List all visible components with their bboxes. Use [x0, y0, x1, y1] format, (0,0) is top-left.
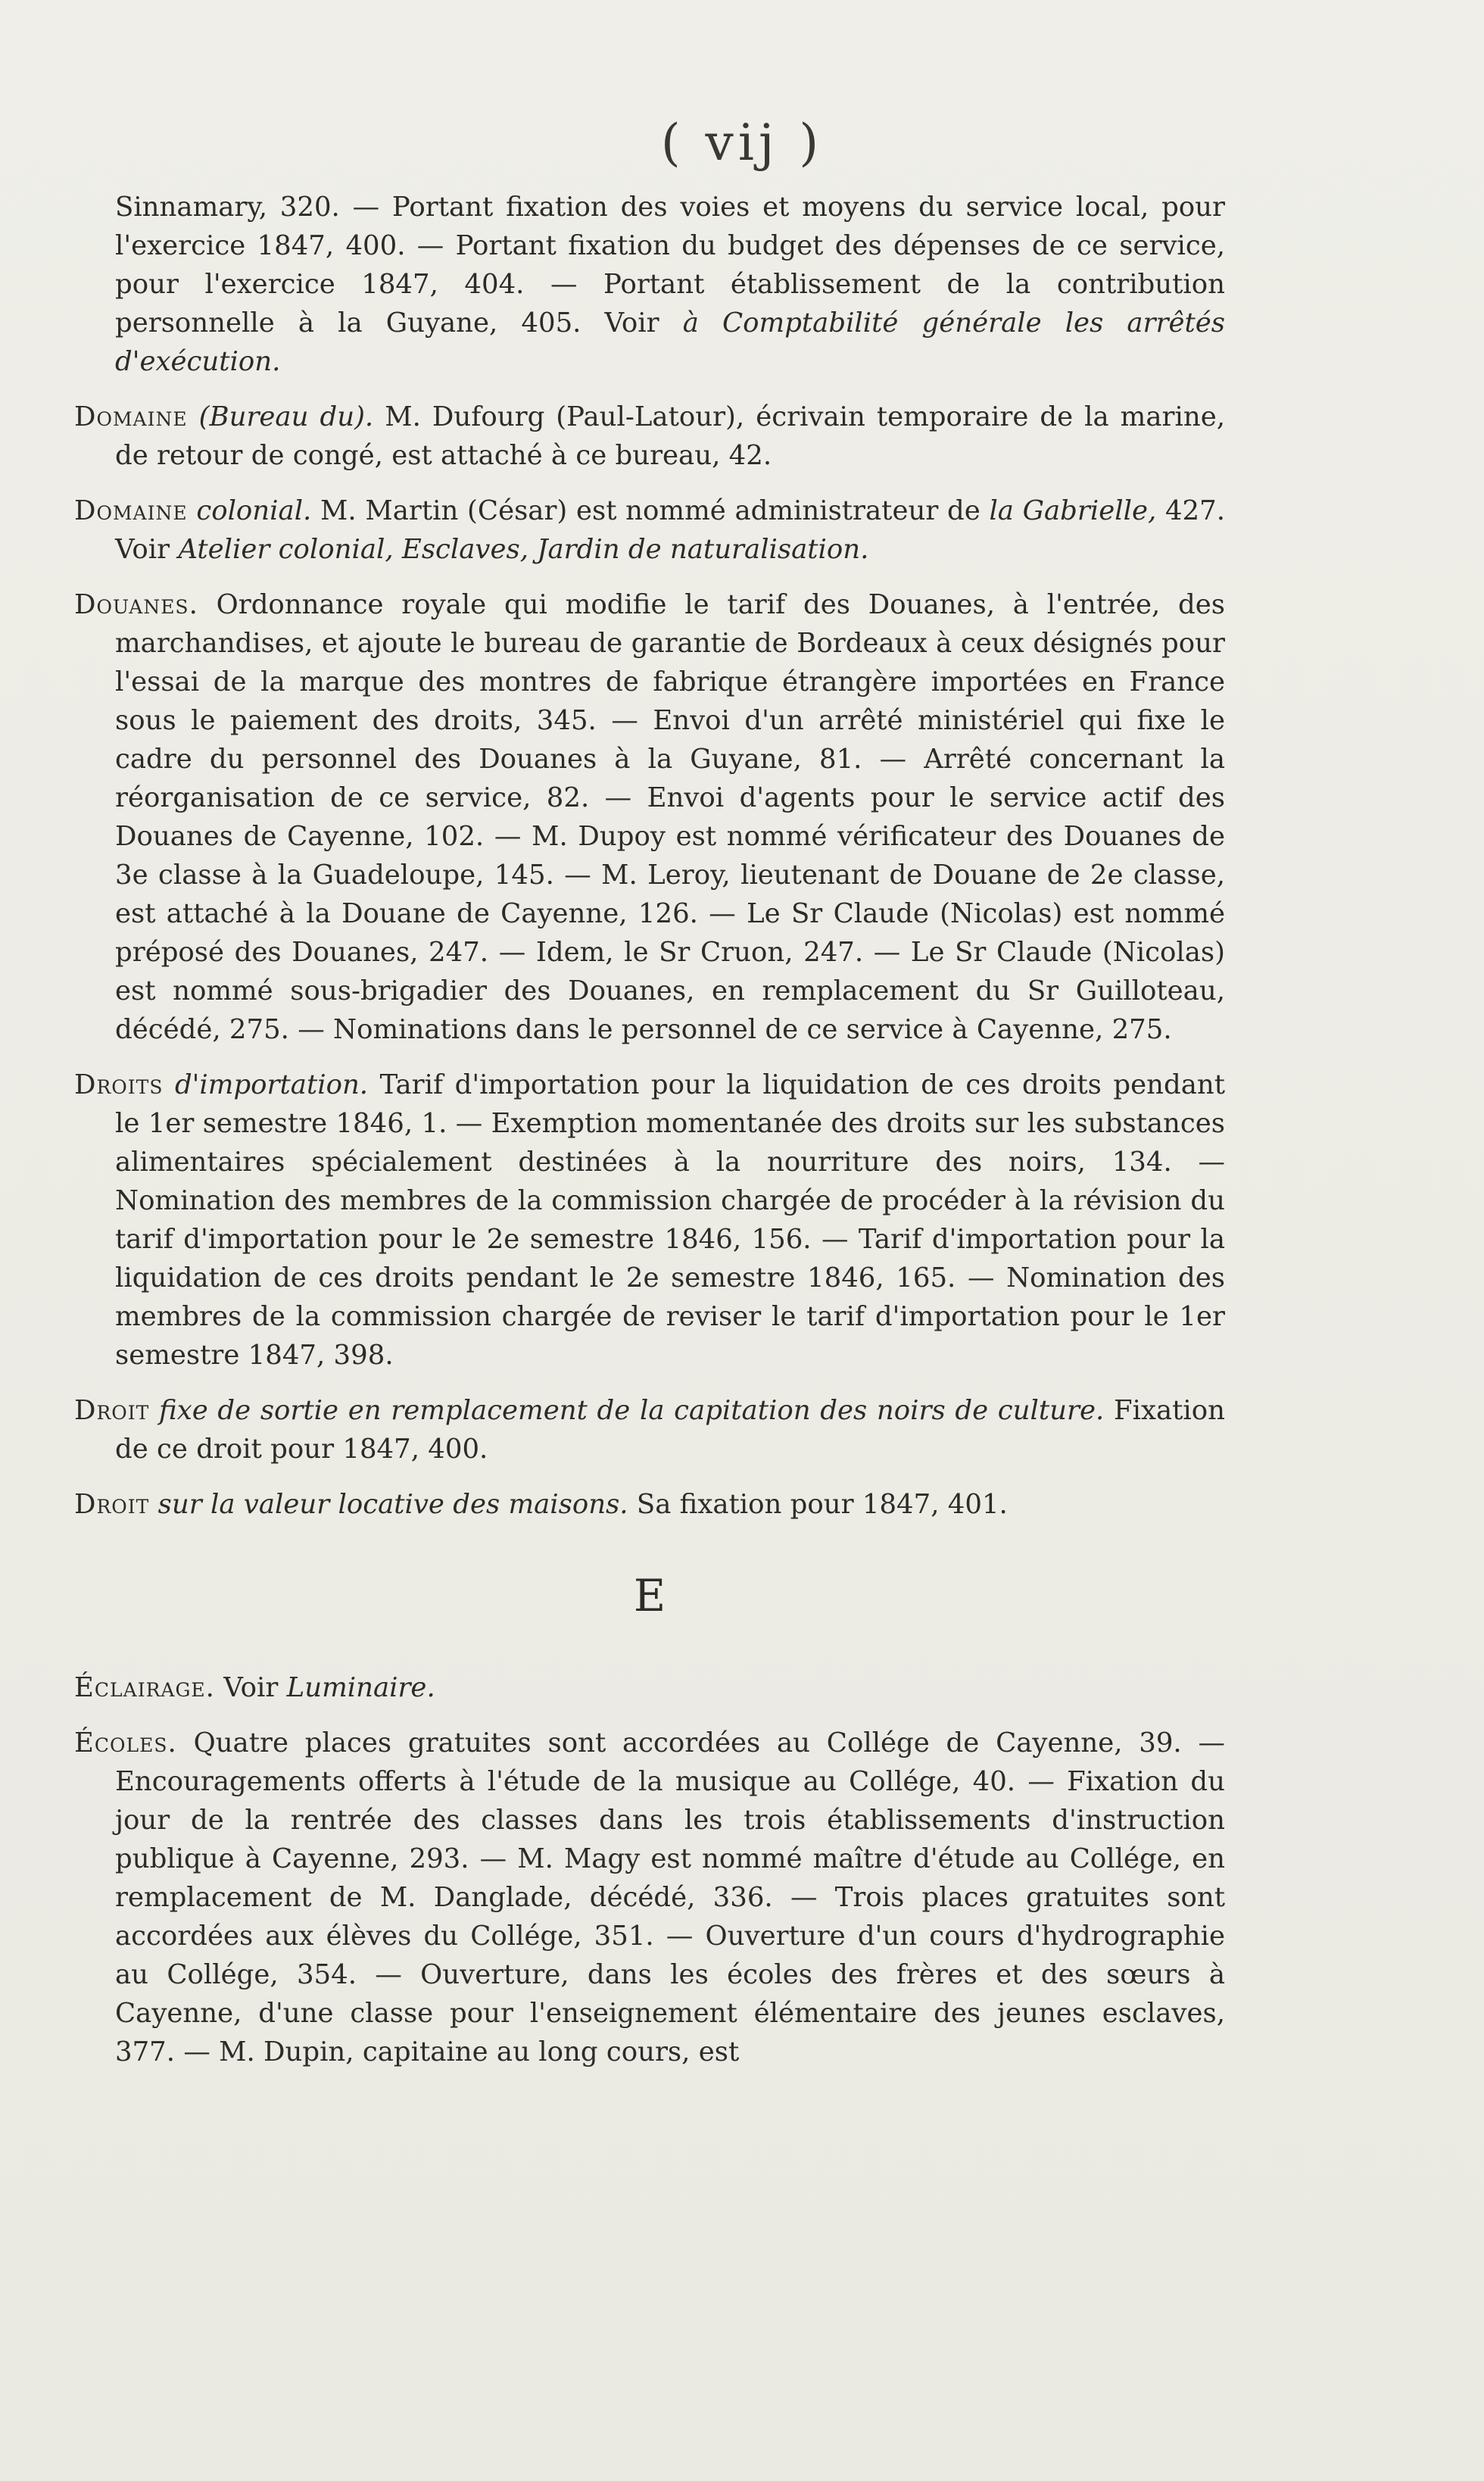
entry-italic: la Gabrielle,: [989, 495, 1157, 526]
entry-head-italic: (Bureau du).: [198, 401, 374, 432]
index-entry-continuation: [74, 188, 1225, 381]
entry-head: Droit: [74, 1489, 150, 1520]
index-entry-ecoles: [74, 1724, 1225, 2071]
page-number: ( vij ): [660, 114, 824, 172]
entry-head: Droit: [74, 1395, 150, 1426]
entry-italic: Luminaire.: [286, 1672, 435, 1703]
entry-italic: Atelier colonial, Esclaves, Jardin de naturalisation.: [178, 534, 869, 565]
index-entry-douanes: [74, 585, 1225, 1049]
index-entry-domaine-bureau: [74, 398, 1225, 475]
entry-head-italic: fixe de sortie en remplacement de la capitation des noirs de culture.: [159, 1395, 1105, 1426]
index-content: [74, 188, 1225, 2088]
index-entry-droit-sortie: [74, 1391, 1225, 1468]
index-entry-droit-valeur-locative: [74, 1485, 1225, 1524]
entry-text: M. Martin (César) est nommé administrateur de: [311, 495, 990, 526]
entry-text: Voir: [214, 1672, 287, 1703]
index-entry-eclairage: [74, 1668, 1225, 1707]
index-entry-domaine-colonial: [74, 492, 1225, 569]
entry-head-italic: d'importation.: [174, 1069, 369, 1100]
entry-head: Domaine: [74, 495, 188, 526]
entry-text: Tarif d'importation pour la liquidation de ces droits pendant le 1er semestre 1846, 1. — Exemption momentanée des droits sur les substances alimentaires spécialement destinées à la nourriture des noirs, 134. — Nomination des membres de la commission chargée de procéder à la révision du tarif d'importation pour le 2e semestre 1846, 156. — Tarif d'importation pour la liquidation de ces droits pendant le 2e semestre 1846, 165. — Nomination des membres de la commission chargée de reviser le tarif d'importation pour le 1er semestre 1847, 398.: [115, 1069, 1225, 1371]
entry-text: Ordonnance royale qui modifie le tarif des Douanes, à l'entrée, des marchandises, et ajoute le bureau de garantie de Bordeaux à ceux désignés pour l'essai de la marque des montres de fabrique étrangère importées en France sous le paiement des droits, 345. — Envoi d'un arrêté ministériel qui fixe le cadre du personnel des Douanes à la Guyane, 81. — Arrêté concernant la réorganisation de ce service, 82. — Envoi d'agents pour le service actif des Douanes de Cayenne, 102. — M. Dupoy est nommé vérificateur des Douanes de 3e classe à la Guadeloupe, 145. — M. Leroy, lieutenant de Douane de 2e classe, est attaché à la Douane de Cayenne, 126. — Le Sr Claude (Nicolas) est nommé préposé des Douanes, 247. — Idem, le Sr Cruon, 247. — Le Sr Claude (Nicolas) est nommé sous-brigadier des Douanes, en remplacement du Sr Guilloteau, décédé, 275. — Nominations dans le personnel de ce service à Cayenne, 275.: [115, 589, 1225, 1045]
entry-text: Sinnamary, 320. — Portant fixation des voies et moyens du service local, pour l'exercice 1847, 400. — Portant fixation du budget des dépenses de ce service, pour l'exercice 1847, 404. — Portant établissement de la contribution personnelle à la Guyane, 405. Voir: [115, 192, 1225, 339]
entry-text: Quatre places gratuites sont accordées au Collége de Cayenne, 39. — Encouragements offerts à l'étude de la musique au Collége, 40. — Fixation du jour de la rentrée des classes dans les trois établissements d'instruction publique à Cayenne, 293. — M. Magy est nommé maître d'étude au Collége, en remplacement de M. Danglade, décédé, 336. — Trois places gratuites sont accordées aux élèves du Collége, 351. — Ouverture d'un cours d'hydrographie au Collége, 354. — Ouverture, dans les écoles des frères et des sœurs à Cayenne, d'une classe pour l'enseignement élémentaire des jeunes esclaves, 377. — M. Dupin, capitaine au long cours, est: [115, 1727, 1225, 2068]
entry-text: Sa fixation pour 1847, 401.: [628, 1489, 1008, 1520]
entry-text: 427. Voir: [115, 495, 1225, 565]
entry-head-italic: sur la valeur locative des maisons.: [157, 1489, 628, 1520]
entry-head: Éclairage.: [74, 1672, 215, 1703]
entry-head-italic: colonial.: [196, 495, 312, 526]
index-entry-droits-importation: [74, 1066, 1225, 1375]
entry-head: Douanes.: [74, 589, 198, 620]
entry-head: Domaine: [74, 401, 188, 432]
section-letter: E: [633, 1570, 666, 1621]
entry-head: Écoles.: [74, 1727, 177, 1759]
entry-head: Droits: [74, 1069, 164, 1100]
entry-text: M. Dufourg (Paul-Latour), écrivain temporaire de la marine, de retour de congé, est attaché à ce bureau, 42.: [115, 401, 1225, 471]
entry-text: Fixation de ce droit pour 1847, 400.: [115, 1395, 1225, 1465]
entry-italic: à Comptabilité générale les arrêtés d'exécution.: [115, 307, 1225, 377]
